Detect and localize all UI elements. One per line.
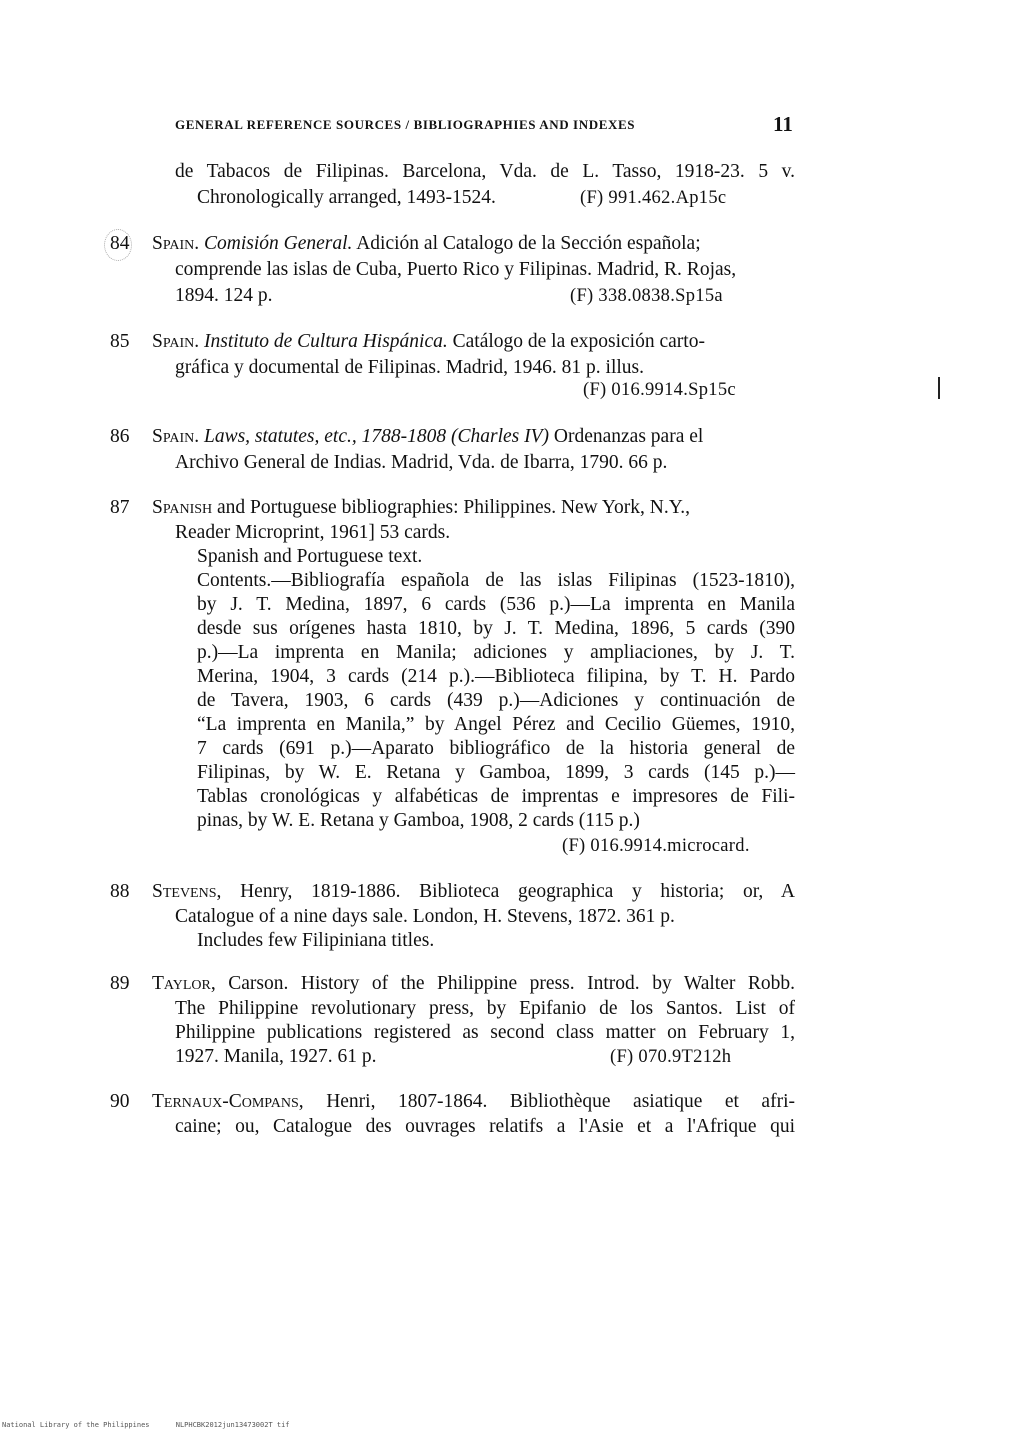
entry-line: 1894. 124 p. (175, 285, 273, 306)
entry-text: Adición al Catalogo de la Sección española; (356, 233, 701, 254)
entry-number: 87 (110, 497, 130, 518)
contents-line: Contents.—Bibliografía española de las islas Filipinas (1523-1810), (197, 570, 795, 591)
page-number: 11 (773, 112, 793, 136)
entry-line: Philippine publications registered as second class matter on February 1, (175, 1022, 795, 1043)
entry-line (152, 425, 703, 449)
contents-line: de Tavera, 1903, 6 cards (439 p.)—Adiciones y continuación de (197, 690, 795, 711)
contents-line: 7 cards (691 p.)—Aparato bibliográfico de la historia general de (197, 738, 795, 759)
entry-line (152, 1090, 795, 1114)
entry-line (152, 972, 795, 996)
contents-line: p.)—La imprenta en Manila; adiciones y ampliaciones, by J. T. (197, 642, 795, 663)
entry-number: 89 (110, 973, 130, 994)
entry-title: Comisión General. (203, 233, 353, 254)
entry-title: Instituto de Cultura Hispánica. (203, 331, 448, 352)
entry-line: gráfica y documental de Filipinas. Madrid, 1946. 81 p. illus. (175, 357, 644, 378)
call-number: (F) 070.9T212h (610, 1047, 732, 1067)
entry-line: The Philippine revolutionary press, by Epifanio de los Santos. List of (175, 998, 795, 1019)
contents-line: “La imprenta en Manila,” by Angel Pérez and Cecilio Güemes, 1910, (197, 714, 795, 735)
entry-line (152, 880, 795, 904)
entry-line (152, 232, 795, 256)
contents-line: Merina, 1904, 3 cards (214 p.).—Biblioteca filipina, by T. H. Pardo (197, 666, 795, 687)
entry-author: Stevens, (152, 881, 222, 902)
entry-text: Henry, 1819-1886. Biblioteca geographica y historia; or, A (240, 881, 795, 902)
call-number: (F) 016.9914.Sp15c (583, 380, 736, 400)
entry-line: Reader Microprint, 1961] 53 cards. (175, 522, 451, 543)
entry-text: and Portuguese bibliographies: Philippines. New York, N.Y., (217, 497, 691, 518)
entry-title: Laws, statutes, etc., 1788-1808 (Charles IV) (203, 426, 550, 447)
footer-file-id: NLPHCBK2012jun13473002T tif (175, 1421, 290, 1429)
entry-number: 84 (110, 233, 130, 254)
continuation-line: de Tabacos de Filipinas. Barcelona, Vda. de L. Tasso, 1918-23. 5 v. (175, 161, 795, 182)
entry-line: Archivo General de Indias. Madrid, Vda. de Ibarra, 1790. 66 p. (175, 452, 668, 473)
entry-text: Carson. History of the Philippine press. Introd. by Walter Robb. (228, 973, 795, 994)
footer-library: National Library of the Philippines (2, 1421, 150, 1429)
entry-line (152, 496, 690, 520)
scan-footer (2, 1421, 290, 1429)
entry-author: Taylor, (152, 973, 216, 994)
call-number: (F) 338.0838.Sp15a (570, 286, 723, 306)
contents-line: by J. T. Medina, 1897, 6 cards (536 p.)—La imprenta en Manila (197, 594, 795, 615)
contents-line: Tablas cronológicas y alfabéticas de imprentas e impresores de Fili- (197, 786, 795, 807)
entry-text: Ordenanzas para el (553, 426, 704, 447)
entry-author: Spain. (152, 331, 200, 352)
entry-note: Includes few Filipiniana titles. (197, 930, 435, 951)
entry-line: comprende las islas de Cuba, Puerto Rico y Filipinas. Madrid, R. Rojas, (175, 259, 737, 280)
running-head: GENERAL REFERENCE SOURCES / BIBLIOGRAPHIES AND INDEXES (175, 117, 636, 132)
entry-text: Henri, 1807-1864. Bibliothèque asiatique et afri- (326, 1091, 795, 1112)
entry-author: Spain. (152, 233, 200, 254)
call-number: (F) 991.462.Ap15c (580, 188, 727, 208)
entry-number: 88 (110, 881, 130, 902)
entry-text: Catálogo de la exposición carto- (452, 331, 705, 352)
entry-author: Ternaux-Compans, (152, 1091, 304, 1112)
margin-mark (938, 377, 940, 399)
entry-line: Catalogue of a nine days sale. London, H. Stevens, 1872. 361 p. (175, 906, 675, 927)
entry-number: 86 (110, 426, 130, 447)
entry-line (152, 330, 705, 354)
entry-number: 90 (110, 1091, 130, 1112)
entry-author: Spain. (152, 426, 200, 447)
contents-line: pinas, by W. E. Retana y Gamboa, 1908, 2 cards (115 p.) (197, 810, 640, 831)
entry-line: caine; ou, Catalogue des ouvrages relatifs a l'Asie et a l'Afrique qui (175, 1116, 795, 1137)
contents-line: desde sus orígenes hasta 1810, by J. T. Medina, 1896, 5 cards (390 (197, 618, 795, 639)
contents-line: Filipinas, by W. E. Retana y Gamboa, 1899, 3 cards (145 p.)— (197, 762, 795, 783)
entry-line: 1927. Manila, 1927. 61 p. (175, 1046, 377, 1067)
entry-author: Spanish (152, 497, 213, 518)
entry-note: Spanish and Portuguese text. (197, 546, 423, 567)
continuation-note: Chronologically arranged, 1493-1524. (197, 187, 496, 208)
entry-number: 85 (110, 331, 130, 352)
call-number: (F) 016.9914.microcard. (562, 836, 750, 856)
